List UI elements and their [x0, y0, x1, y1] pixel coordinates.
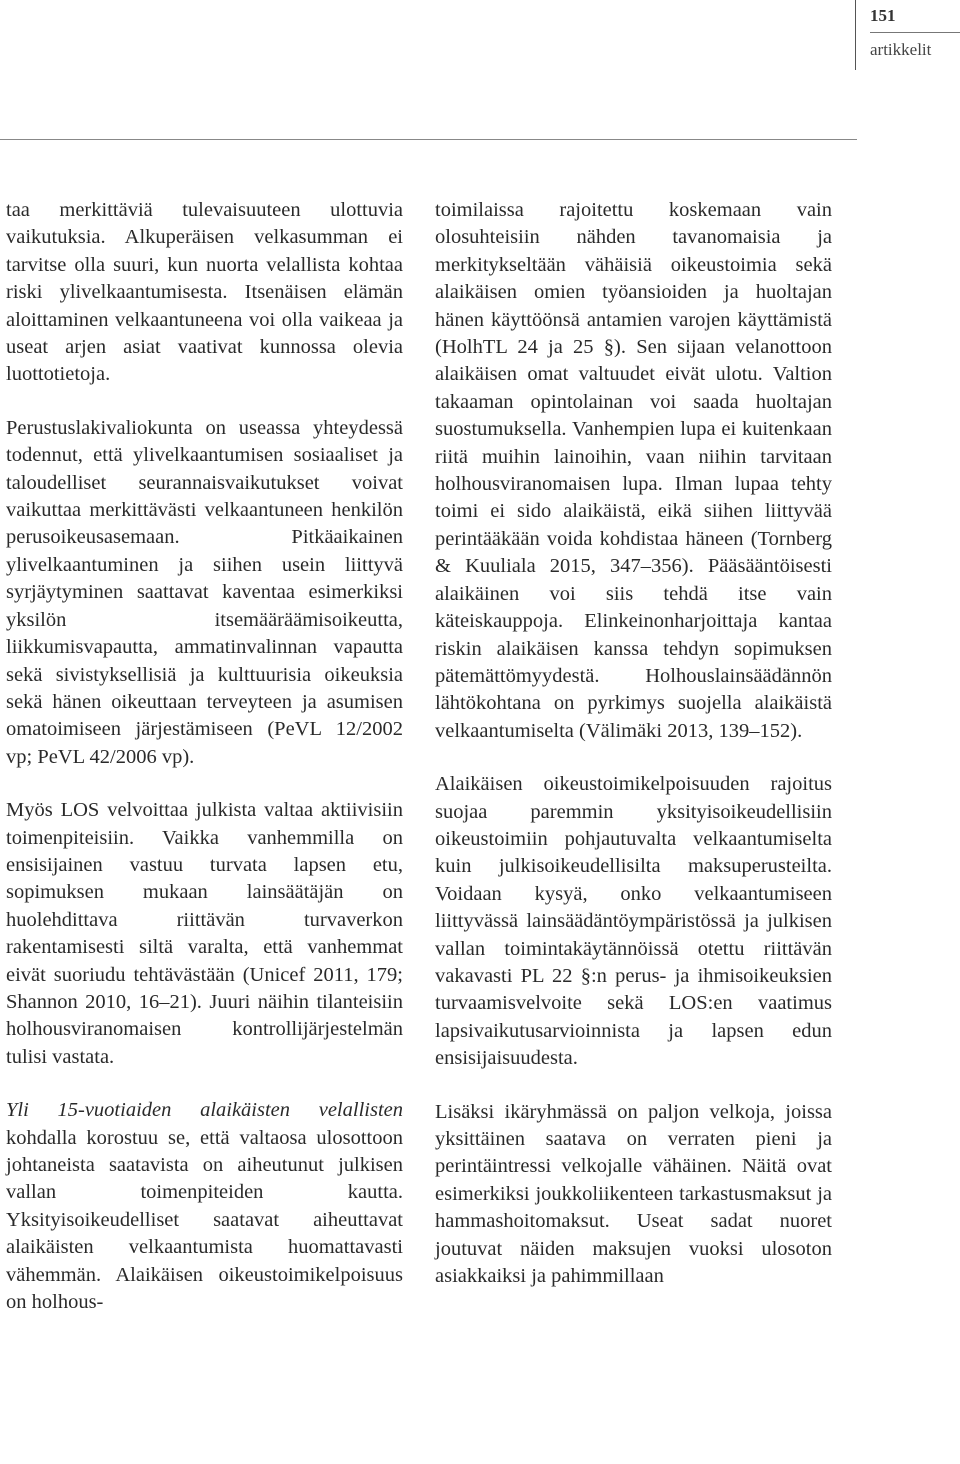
- left-column: [6, 197, 403, 1316]
- paragraph-2: Perustuslakivaliokunta on useassa yhteydessä todennut, että ylivelkaantumisen sosiaaliset ja taloudelliset seurannaisvaikutukset voivat vaikuttaa merkittävästi velkaantuneen henkilön perusoikeusasemaan. Pitkäaikainen ylivelkaantuminen ja siihen usein liittyvä syrjäytyminen saattavat kaventaa esimerkiksi yksilön itsemääräämisoikeutta, liikkumisvapautta, ammatinvalinnan vapautta sekä sivistyksellisiä ja kulttuurisia oikeuksia sekä hänen oikeuttaan terveyteen ja asumisen omatoimiseen järjestämiseen (PeVL 12/2002 vp; PeVL 42/2006 vp).: [6, 416, 403, 768]
- right-column: [435, 197, 832, 1290]
- header-divider: [870, 32, 960, 33]
- section-label: artikkelit: [870, 40, 932, 59]
- paragraph-4-lead: Yli 15-vuotiaiden alaikäisten velallisten: [6, 1099, 403, 1122]
- paragraph-4: [6, 1097, 403, 1316]
- top-rule: [0, 139, 857, 140]
- paragraph-5: toimilaissa rajoitettu koskemaan vain olosuhteisiin nähden tavanomaisia ja merkitykseltään vähäisiä oikeustoimia sekä alaikäisen omien työansioiden ja huoltajan hänen käyttöönsä antamien varojen käyttämistä (HolhTL 24 ja 25 §). Sen sijaan velanottoon alaikäisen omat valtuudet eivät ulotu. Valtion takaaman opintolainan voi saada huoltajan suostumuksella. Vanhempien lupa ei kuitenkaan riitä muihin lainoihin, vaan niihin tarvitaan holhousviranomaisen lupa. Ilman lupaa tehty toimi ei sido alaikäistä, eikä siihen liittyvää perintääkään voida kohdistaa häneen (Tornberg & Kuuliala 2015, 347–356). Pääsääntöisesti alaikäinen voi siis tehdä itse vain käteiskauppoja. Elinkeinonharjoittaja kantaa riskin alaikäisen kanssa tehdyn sopimuksen pätemättömyydestä. Holhouslainsäädännön lähtökohtana on pyrkimys suojella alaikäistä velkaantumiselta (Välimäki 2013, 139–152).: [435, 199, 832, 742]
- paragraph-4-body: kohdalla korostuu se, että valtaosa ulosottoon johtaneista saatavista on aiheutunut julkisen vallan toimenpiteiden kautta. Yksityisoikeudelliset saatavat aiheuttavat alaikäisten velkaantumista huomattavasti vähemmän. Alaikäisen oikeustoimikelpoisuus on holhous-: [6, 1126, 403, 1314]
- paragraph-1: taa merkittäviä tulevaisuuteen ulottuvia vaikutuksia. Alkuperäisen velkasumman ei tarvitse olla suuri, kun nuorta velallista kohtaa riski ylivelkaantumisesta. Itsenäisen elämän aloittaminen velkaantuneena voi olla vaikeaa ja useat arjen asiat vaativat kunnossa olevia luottotietoja.: [6, 199, 403, 386]
- running-header: [855, 0, 960, 70]
- paragraph-3: Myös LOS velvoittaa julkista valtaa aktiivisiin toimenpiteisiin. Vaikka vanhemmilla on ensisijainen vastuu turvata lapsen etu, sopimuksen mukaan lainsäätäjän on huolehdittava riittävän turvaverkon rakentamisesti siltä varalta, että vanhemmat eivät suoriudu tehtävästään (Unicef 2011, 179; Shannon 2010, 16–21). Juuri näihin tilanteisiin holhousviranomaisen kontrollijärjestelmän tulisi vastata.: [6, 799, 403, 1068]
- paragraph-7: Lisäksi ikäryhmässä on paljon velkoja, joissa yksittäinen saatava on verraten pieni ja perintäintressi velkojalle vähäinen. Näitä ovat esimerkiksi joukkoliikenteen tarkastusmaksut ja hammashoitomaksut. Useat sadat nuoret joutuvat näiden maksujen vuoksi ulosoton asiakkaiksi ja pahimmillaan: [435, 1100, 832, 1288]
- paragraph-6: Alaikäisen oikeustoimikelpoisuuden rajoitus suojaa paremmin yksityisoikeudellisiin oikeustoimiin pohjautuvalta velkaantumiselta kuin julkisoikeudellisilta maksuperusteilta. Voidaan kysyä, onko velkaantumiseen liittyvässä lainsäädäntöympäristössä ja julkisen vallan toimintakäytännöissä otettu riittävän vakavasti PL 22 §:n perus- ja ihmisoikeuksien turvaamisvelvoite sekä LOS:en vaatimus lapsivaikutusarvioinnista ja lapsen edun ensisijaisuudesta.: [435, 773, 832, 1070]
- page-number: 151: [870, 6, 896, 25]
